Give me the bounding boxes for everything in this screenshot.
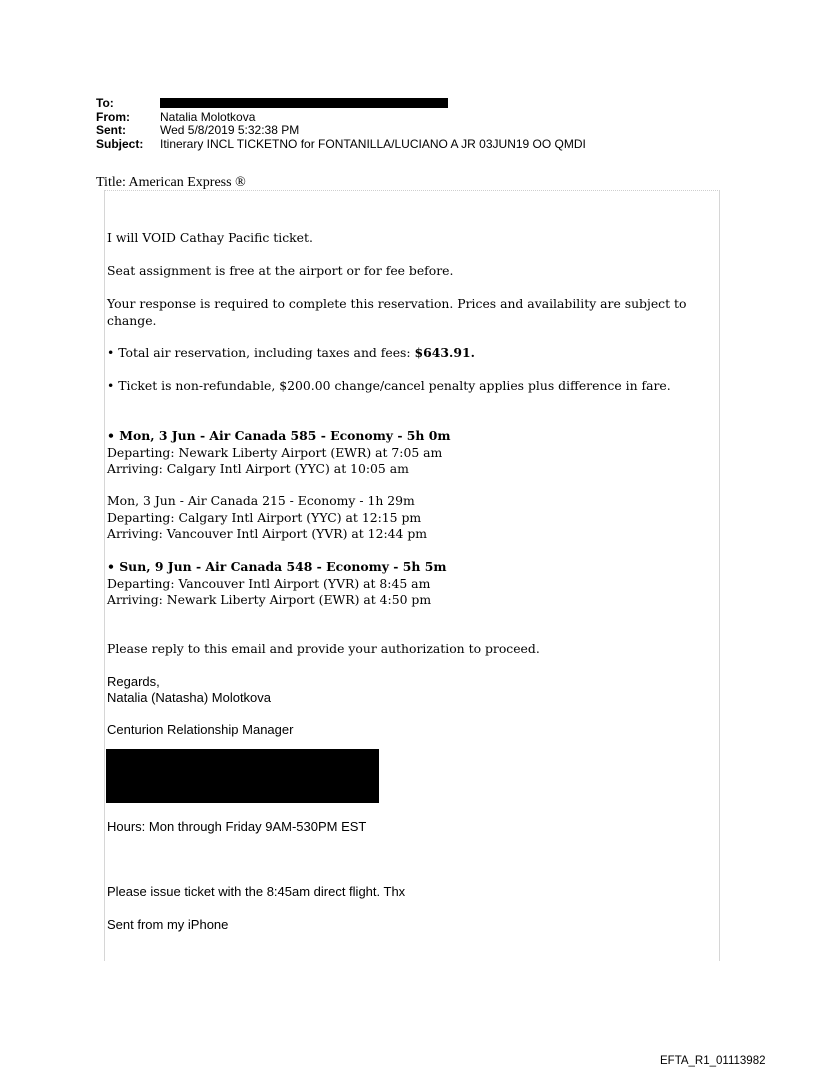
document-id: EFTA_R1_01113982 — [660, 1055, 766, 1067]
to-row — [96, 97, 586, 111]
from-row — [96, 111, 586, 125]
seat-line: Seat assignment is free at the airport or for fee before. — [107, 263, 454, 278]
signer-title: Centurion Relationship Manager — [107, 722, 294, 737]
flight-3-departing: Departing: Vancouver Intl Airport (YVR) at 8:45 am — [107, 575, 431, 591]
from-value: Natalia Molotkova — [160, 109, 256, 124]
subject-label: Subject: — [96, 136, 144, 151]
flight-3-arriving: Arriving: Newark Liberty Airport (EWR) at 4:50 pm — [107, 592, 432, 607]
sent-label: Sent: — [96, 123, 126, 138]
sent-value: Wed 5/8/2019 5:32:38 PM — [160, 123, 300, 138]
total-amount: $643.91. — [414, 345, 475, 360]
response-line: Your response is required to complete this reservation. Prices and availability are subject to change. — [107, 296, 687, 328]
flight-1-heading: • Mon, 3 Jun - Air Canada 585 - Economy - 5h 0m — [107, 428, 451, 443]
redacted-recipient — [160, 98, 448, 108]
title-line: Title: American Express ® — [96, 175, 246, 190]
ticket-line: • Ticket is non-refundable, $200.00 change/cancel penalty applies plus difference in fare. — [107, 378, 671, 393]
void-line: I will VOID Cathay Pacific ticket. — [107, 230, 313, 245]
regards: Regards, — [107, 674, 160, 689]
from-label: From: — [96, 109, 130, 124]
subject-value: Itinerary INCL TICKETNO for FONTANILLA/LUCIANO A JR 03JUN19 OO QMDI — [160, 136, 586, 151]
flight-1-departing: Departing: Newark Liberty Airport (EWR) at 7:05 am — [107, 444, 443, 460]
to-label: To: — [96, 96, 114, 110]
total-prefix: • Total air reservation, including taxes and fees: — [107, 345, 415, 360]
flight-2-departing: Departing: Calgary Intl Airport (YYC) at 12:15 pm — [107, 509, 422, 525]
flight-3 — [107, 559, 707, 609]
email-header — [96, 97, 586, 151]
redacted-block — [106, 749, 379, 803]
subject-row — [96, 138, 586, 152]
signature — [107, 674, 271, 706]
total-line — [107, 345, 707, 362]
reply-line: Please reply to this email and provide your authorization to proceed. — [107, 641, 540, 656]
hours-line: Hours: Mon through Friday 9AM-530PM EST — [107, 819, 367, 834]
flight-2-heading: Mon, 3 Jun - Air Canada 215 - Economy - 1h 29m — [107, 493, 415, 508]
issue-line: Please issue ticket with the 8:45am direct flight. Thx — [107, 884, 406, 899]
sent-row — [96, 124, 586, 138]
sent-from-line: Sent from my iPhone — [107, 917, 229, 932]
flight-2-arriving: Arriving: Vancouver Intl Airport (YVR) at 12:44 pm — [107, 526, 428, 541]
flight-1-arriving: Arriving: Calgary Intl Airport (YYC) at 10:05 am — [107, 461, 409, 476]
flight-1 — [107, 428, 707, 478]
flight-3-heading: • Sun, 9 Jun - Air Canada 548 - Economy - 5h 5m — [107, 559, 447, 574]
flight-2 — [107, 493, 707, 543]
signer-name: Natalia (Natasha) Molotkova — [107, 690, 272, 705]
